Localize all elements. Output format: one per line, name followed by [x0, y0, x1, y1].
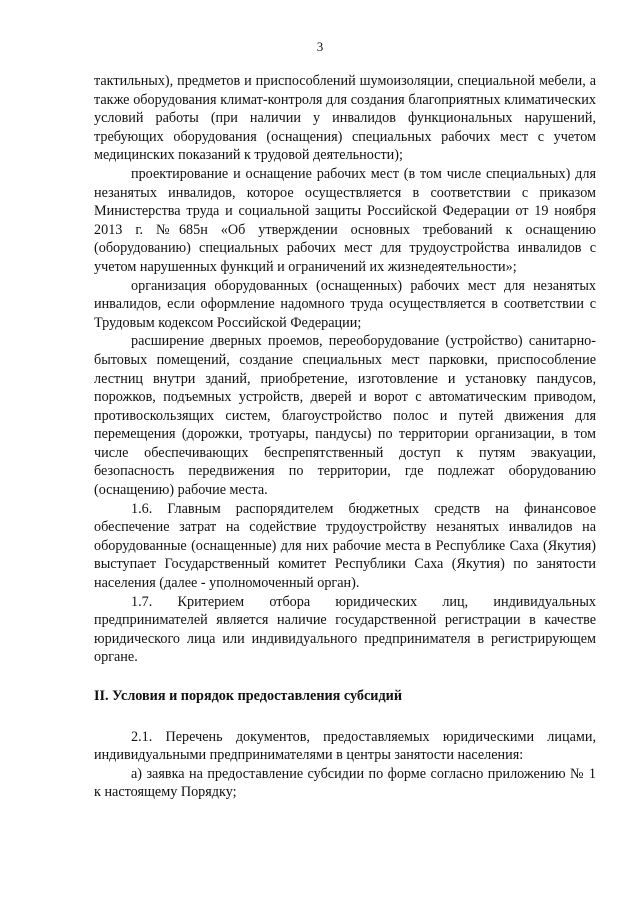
section-heading: II. Условия и порядок предоставления субсидий: [94, 688, 403, 704]
page-number: 3: [316, 39, 324, 54]
paragraph-2-1: 2.1. Перечень документов, предоставляемых юридическими лицами, индивидуальными предпринимателями в центры занятости населения:: [94, 728, 596, 764]
document-body: [94, 72, 596, 802]
paragraph-1-7: 1.7. Критерием отбора юридических лиц, индивидуальных предпринимателей является наличие государственной регистрации в качестве юридического лица или индивидуального предпринимателя в регистрирующем органе.: [94, 593, 596, 666]
paragraph-workplace-design: проектирование и оснащение рабочих мест (в том числе специальных) для незанятых инвалидов, которое осуществляется в соответствии с приказом Министерства труда и социальной защиты Российской Федерации от 19 ноября 2013 г. №685н «Об утверждении основных требований к оснащению (оборудованию) специальных рабочих мест для трудоустройства инвалидов с учетом нарушенных функций и ограничений их жизнедеятельности»;: [94, 165, 596, 275]
paragraph-2-1-a: а) заявка на предоставление субсидии по форме согласно приложению № 1 к настоящему Порядку;: [94, 765, 596, 801]
paragraph-continuation: тактильных), предметов и приспособлений шумоизоляции, специальной мебели, а также оборудования климат-контроля для создания благоприятных климатических условий работы (при наличии у инвалидов функциональных нарушений, требующих оборудования (оснащения) специальных рабочих мест с учетом медицинских показаний к трудовой деятельности);: [94, 73, 596, 164]
paragraph-accessibility-measures: расширение дверных проемов, переоборудование (устройство) санитарно-бытовых помещений, создание специальных мест парковки, приспособление лестниц внутри зданий, приобретение, изготовление и установку пандусов, порожков, подъемных устройств, дверей и ворот с автоматическим приводом, противоскользящих систем, благоустройство полос и путей движения для перемещения (дорожки, тротуары, пандусы) по территории организации, в том числе обеспечивающих беспрепятственный доступ к путям эвакуации, безопасность передвижения по территории, где подлежат оборудованию (оснащению) рабочие места.: [94, 333, 596, 499]
paragraph-1-6: 1.6. Главным распорядителем бюджетных средств на финансовое обеспечение затрат на содействие трудоустройству незанятых инвалидов на оборудованные (оснащенные) для них рабочие места в Республике Саха (Якутия) выступает Государственный комитет Республики Саха (Якутия) по занятости населения (далее - уполномоченный орган).: [94, 500, 596, 592]
paragraph-homework-organization: организация оборудованных (оснащенных) рабочих мест для незанятых инвалидов, если оформление надомного труда осуществляется в соответствии с Трудовым кодексом Российской Федерации;: [94, 277, 596, 331]
